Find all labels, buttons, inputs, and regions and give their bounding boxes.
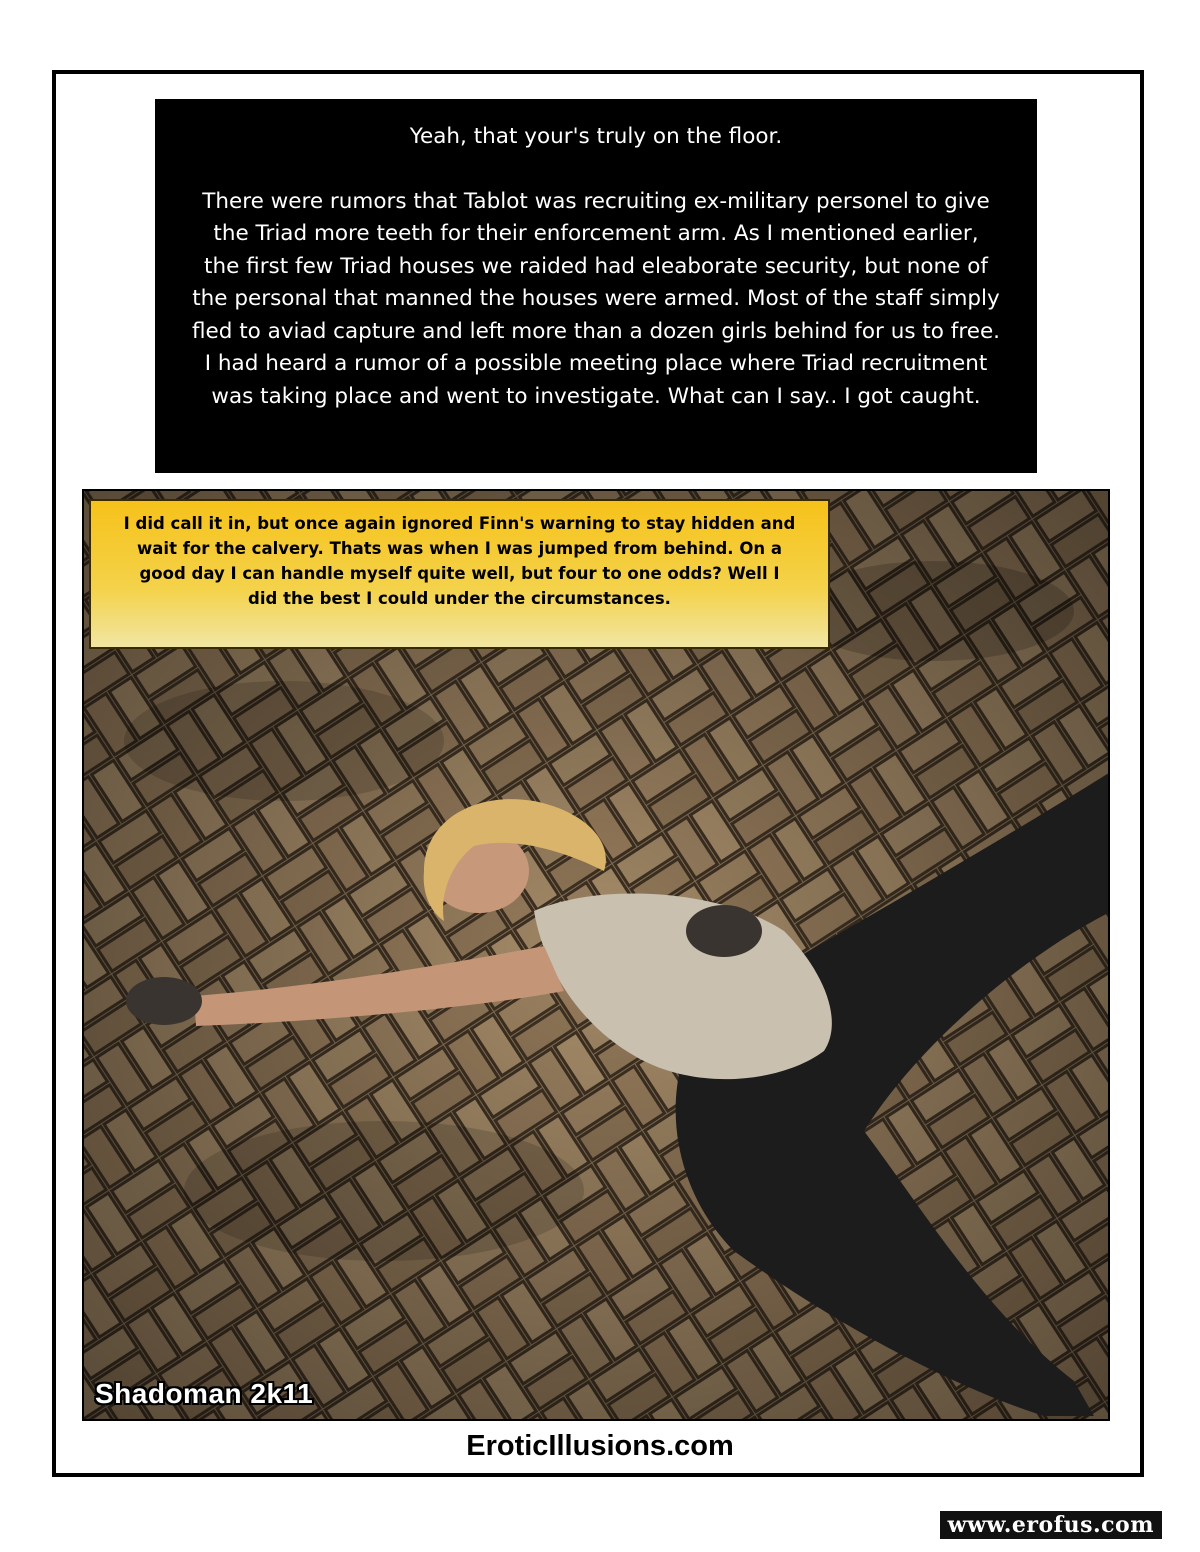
caption-line: wait for the calvery. Thats was when I was jumped from behind. On a — [137, 539, 782, 558]
narration-line: There were rumors that Tablot was recruiting ex-military personel to give — [202, 188, 990, 214]
narration-line-1: Yeah, that your's truly on the floor. — [409, 124, 783, 149]
narration-line: I had heard a rumor of a possible meeting place where Triad recruitment — [204, 351, 988, 376]
artist-signature: Shadoman 2k11 — [95, 1378, 314, 1409]
narration-line: the personal that manned the houses were armed. Most of the staff simply — [192, 286, 1000, 311]
narration-line: fled to aviad capture and left more than a dozen girls behind for us to free. — [191, 318, 1001, 344]
caption-line: did the best I could under the circumstances. — [248, 589, 671, 608]
caption-line: I did call it in, but once again ignored Finn's warning to stay hidden and — [123, 514, 796, 533]
watermark: www.erofus.com — [940, 1511, 1162, 1539]
caption-box — [89, 499, 830, 649]
narration-line: was taking place and went to investigate. What can I say.. I got caught. — [211, 383, 981, 409]
narration-line: the Triad more teeth for their enforcement arm. As I mentioned earlier, — [213, 221, 979, 246]
narration-line: the first few Triad houses we raided had eleaborate security, but none of — [204, 253, 988, 279]
caption-line: good day I can handle myself quite well, but four to one odds? Well I — [139, 564, 780, 583]
site-footer: EroticIllusions.com — [466, 1430, 734, 1462]
narration-box — [155, 99, 1037, 473]
